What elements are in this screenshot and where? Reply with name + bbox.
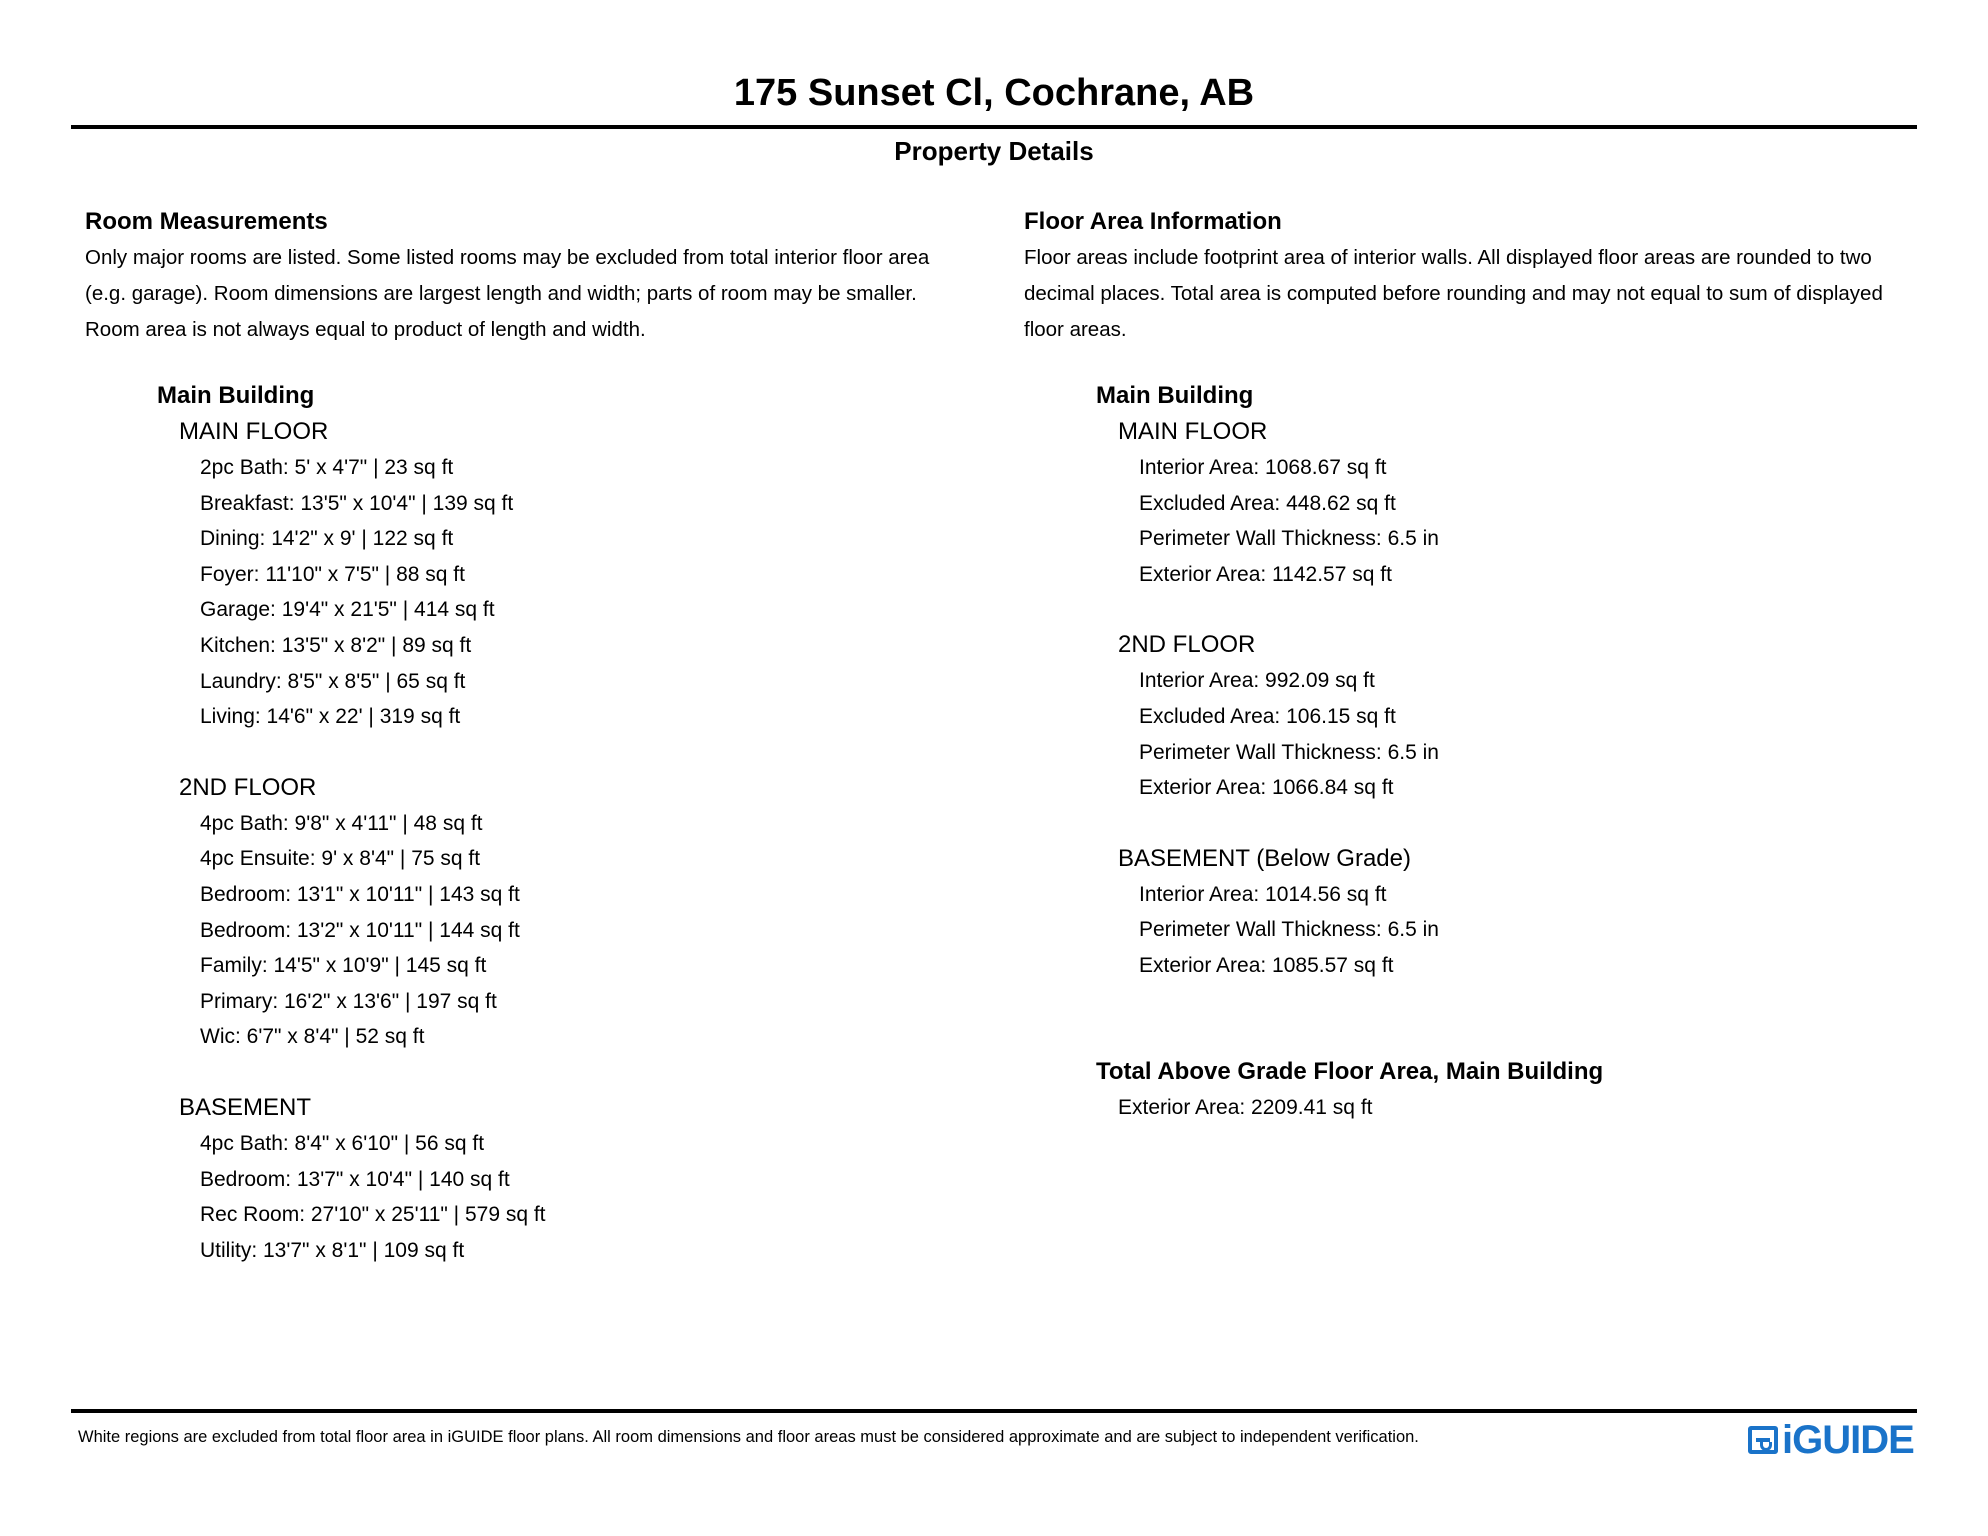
room-item: 2pc Bath: 5' x 4'7" | 23 sq ft (200, 456, 454, 479)
iguide-logo (1748, 1418, 1914, 1462)
area-item: Perimeter Wall Thickness: 6.5 in (1139, 918, 1439, 942)
area-item: Excluded Area: 448.62 sq ft (1139, 491, 1396, 515)
description-line: Only major rooms are listed. Some listed rooms may be excluded from total interior floor area (85, 246, 930, 269)
area-floor-2nd (1024, 627, 1934, 805)
room-measurements-description (85, 240, 985, 348)
area-item: Excluded Area: 106.15 sq ft (1139, 704, 1396, 728)
header-divider (71, 125, 1917, 129)
floor-main (85, 414, 985, 735)
description-line: (e.g. garage). Room dimensions are largest length and width; parts of room may be smaller. (85, 282, 917, 305)
area-item: Exterior Area: 1085.57 sq ft (1139, 953, 1394, 977)
room-item: Dining: 14'2" x 9' | 122 sq ft (200, 527, 454, 551)
iguide-logo-icon (1748, 1426, 1778, 1454)
area-item: Perimeter Wall Thickness: 6.5 in (1139, 527, 1439, 551)
area-floor-main (1024, 414, 1934, 592)
iguide-logo-text: iGUIDE (1782, 1418, 1914, 1462)
room-measurements-title: Room Measurements (85, 208, 328, 235)
room-item: Utility: 13'7" x 8'1" | 109 sq ft (200, 1238, 465, 1262)
room-item: Primary: 16'2" x 13'6" | 197 sq ft (200, 989, 497, 1013)
floor-name: MAIN FLOOR (1118, 418, 1268, 445)
description-line: Room area is not always equal to product of length and width. (85, 318, 646, 341)
area-item: Perimeter Wall Thickness: 6.5 in (1139, 740, 1439, 764)
room-item: 4pc Ensuite: 9' x 8'4" | 75 sq ft (200, 847, 481, 871)
floor-basement (85, 1090, 985, 1268)
room-item: Bedroom: 13'1" x 10'11" | 143 sq ft (200, 882, 520, 906)
floor-name: 2ND FLOOR (1118, 631, 1256, 659)
area-item: Exterior Area: 1066.84 sq ft (1139, 776, 1394, 800)
room-item: Living: 14'6" x 22' | 319 sq ft (200, 705, 461, 729)
room-item: 4pc Bath: 8'4" x 6'10" | 56 sq ft (200, 1131, 485, 1155)
floor-name: MAIN FLOOR (179, 418, 329, 445)
description-line: decimal places. Total area is computed before rounding and may not equal to sum of displayed (1024, 282, 1883, 305)
room-item: Breakfast: 13'5" x 10'4" | 139 sq ft (200, 491, 514, 515)
room-item: Bedroom: 13'7" x 10'4" | 140 sq ft (200, 1167, 510, 1191)
total-area-value: Exterior Area: 2209.41 sq ft (1118, 1095, 1373, 1119)
total-area-title: Total Above Grade Floor Area, Main Building (1096, 1057, 1604, 1085)
room-item: Family: 14'5" x 10'9" | 145 sq ft (200, 954, 487, 978)
room-item: Laundry: 8'5" x 8'5" | 65 sq ft (200, 669, 466, 693)
room-measurements-section (85, 204, 985, 1268)
page-title: 175 Sunset Cl, Cochrane, AB (733, 72, 1255, 114)
room-item: Foyer: 11'10" x 7'5" | 88 sq ft (200, 562, 465, 586)
area-item: Exterior Area: 1142.57 sq ft (1139, 562, 1392, 586)
page-subtitle: Property Details (894, 136, 1094, 166)
room-item: Garage: 19'4" x 21'5" | 414 sq ft (200, 598, 495, 622)
floor-2nd (85, 770, 985, 1055)
floor-area-title: Floor Area Information (1024, 208, 1282, 235)
description-line: floor areas. (1024, 318, 1127, 341)
floor-area-description (1024, 240, 1934, 348)
room-item: Rec Room: 27'10" x 25'11" | 579 sq ft (200, 1203, 546, 1227)
building-heading: Main Building (157, 382, 315, 409)
floor-name: BASEMENT (179, 1093, 312, 1121)
floor-name: 2ND FLOOR (179, 773, 317, 801)
floor-name: BASEMENT (Below Grade) (1118, 844, 1411, 872)
floor-area-section (1024, 204, 1934, 1126)
footer-divider (71, 1409, 1917, 1413)
room-item: Wic: 6'7" x 8'4" | 52 sq ft (200, 1025, 425, 1049)
area-floor-basement (1024, 841, 1934, 984)
room-item: 4pc Bath: 9'8" x 4'11" | 48 sq ft (200, 811, 483, 835)
area-item: Interior Area: 992.09 sq ft (1139, 669, 1375, 693)
footer-disclaimer: White regions are excluded from total floor area in iGUIDE floor plans. All room dimensions and floor areas must be considered approximate and are subject to independent verification. (78, 1428, 1419, 1446)
room-item: Kitchen: 13'5" x 8'2" | 89 sq ft (200, 633, 472, 657)
area-item: Interior Area: 1014.56 sq ft (1139, 882, 1387, 906)
area-item: Interior Area: 1068.67 sq ft (1139, 456, 1387, 479)
description-line: Floor areas include footprint area of interior walls. All displayed floor areas are rounded to two (1024, 246, 1872, 269)
room-item: Bedroom: 13'2" x 10'11" | 144 sq ft (200, 918, 520, 942)
building-heading: Main Building (1096, 382, 1254, 409)
